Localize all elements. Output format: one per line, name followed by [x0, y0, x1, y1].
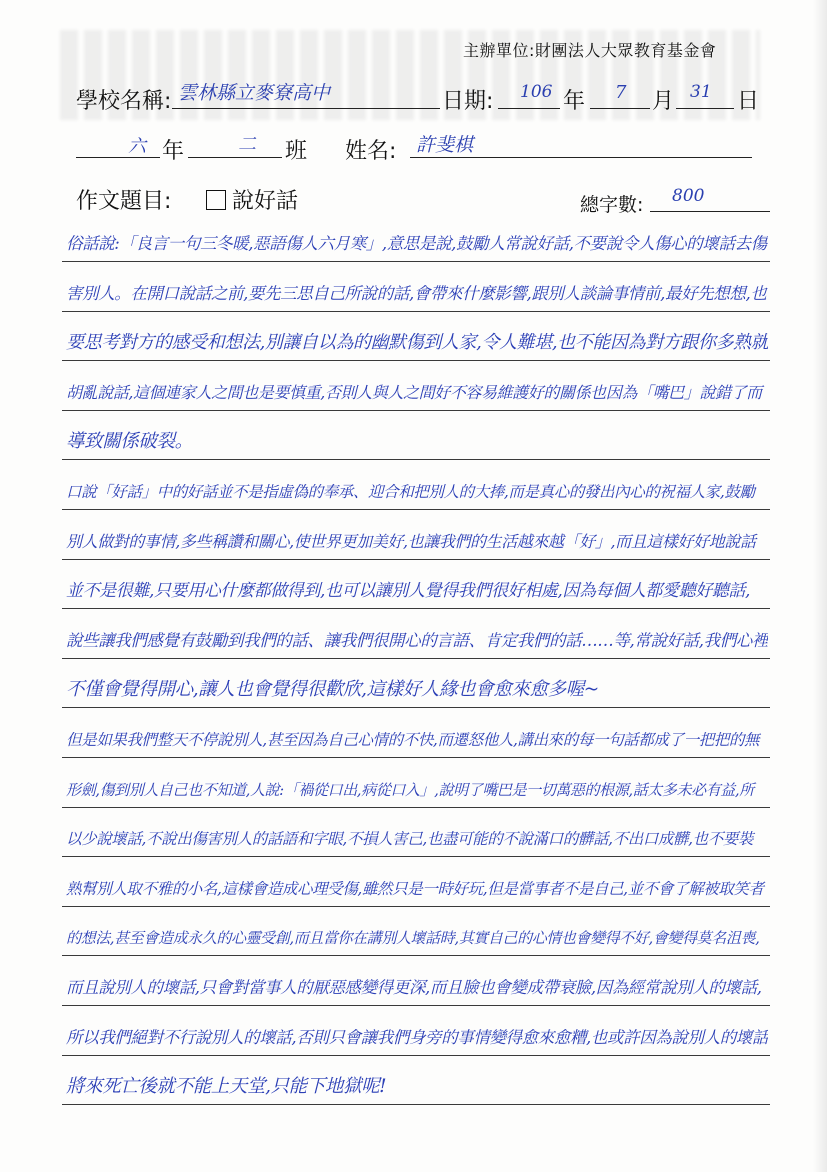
class-underline — [188, 157, 282, 158]
name-label: 姓名: — [345, 139, 397, 164]
year-char: 年 — [563, 89, 586, 114]
essay-line: 並不是很難,只要用心什麼都做得到,也可以讓別人覺得我們很好相處,因為每個人都愛聽好聽話, — [66, 581, 751, 601]
essay-line: 但是如果我們整天不停說別人,甚至因為自己心情的不快,而遷怒他人,講出來的每一句話都成了一把把的無 — [66, 731, 760, 749]
essay-line: 導致關係破裂。 — [66, 431, 193, 452]
grade-value: 六 — [128, 136, 146, 157]
title-label: 作文題目: — [76, 189, 172, 214]
essay-line: 胡亂說話,這個連家人之間也是要慎重,否則人與人之間好不容易維護好的關係也因為「嘴巴」說錯了而 — [66, 383, 762, 402]
essay-line: 所以我們絕對不行說別人的壞話,否則只會讓我們身旁的事情變得愈來愈糟,也或許因為說別人的壞話 — [66, 1028, 768, 1047]
date-month: 7 — [615, 82, 627, 103]
ruled-line — [62, 807, 770, 808]
title-value-wrap — [206, 184, 298, 215]
school-underline — [172, 108, 440, 109]
ruled-line — [62, 955, 770, 956]
year-underline — [498, 108, 560, 109]
school-label: 學校名稱: — [76, 89, 172, 114]
ruled-line — [62, 1104, 770, 1105]
essay-line: 不僅會覺得開心,讓人也會覺得很歡欣,這樣好人緣也會愈來愈多喔~ — [66, 679, 599, 700]
day-char: 日 — [737, 89, 760, 114]
month-underline — [590, 108, 650, 109]
ruled-line — [62, 906, 770, 907]
grade-underline — [76, 157, 160, 158]
essay-line: 的想法,甚至會造成永久的心靈受創,而且當你在講別人壞話時,其實自己的心情也會變得不好,會變得莫名沮喪, — [66, 929, 760, 947]
checkbox-icon — [206, 190, 226, 210]
ruled-line — [62, 1005, 770, 1006]
essay-line: 要思考對方的感受和想法,別讓自以為的幽默傷到人家,令人難堪,也不能因為對方跟你多熟就 — [66, 332, 768, 353]
ruled-line — [62, 658, 770, 659]
ruled-line — [62, 1055, 770, 1056]
class-char: 班 — [285, 139, 308, 164]
essay-line: 說些讓我們感覺有鼓勵到我們的話、讓我們很開心的言語、肯定我們的話……等,常說好話,我們心裡 — [66, 631, 768, 650]
ruled-line — [62, 856, 770, 857]
count-label: 總字數: — [580, 194, 644, 216]
essay-line: 口說「好話」中的好話並不是指虛偽的奉承、迎合和把別人的大捧,而是真心的發出內心的祝福人家,鼓勵 — [66, 483, 755, 501]
essay-line: 俗話說:「良言一句三冬暖,惡語傷人六月寒」,意思是說,鼓勵人常說好話,不要說令人傷心的壞話去傷 — [66, 234, 767, 253]
class-value: 二 — [238, 134, 256, 155]
essay-line: 而且說別人的壞話,只會對當事人的厭惡感變得更深,而且臉也會變成帶衰臉,因為經常說別人的壞話, — [66, 978, 762, 997]
essay-line: 別人做對的事情,多些稱讚和關心,使世界更加美好,也讓我們的生活越來越「好」,而且這樣好好地說話 — [66, 532, 756, 551]
date-day: 31 — [690, 82, 712, 102]
ruled-line — [62, 410, 770, 411]
ruled-line — [62, 608, 770, 609]
essay-line: 將來死亡後就不能上天堂,只能下地獄呢! — [66, 1076, 387, 1097]
school-value: 雲林縣立麥寮高中 — [178, 82, 331, 104]
count-value: 800 — [672, 186, 705, 206]
ruled-line — [62, 360, 770, 361]
name-value: 許斐棋 — [416, 134, 474, 156]
ruled-line — [62, 459, 770, 460]
ruled-line — [62, 707, 770, 708]
date-year: 106 — [520, 82, 553, 102]
essay-line: 以少說壞話,不說出傷害別人的話語和字眼,不損人害己,也盡可能的不說滿口的髒話,不出口成髒,也不要裝 — [66, 830, 754, 848]
ruled-line — [62, 509, 770, 510]
ruled-line — [62, 559, 770, 560]
day-underline — [676, 108, 734, 109]
organizer-label: 主辦單位:財團法人大眾教育基金會 — [463, 41, 717, 60]
essay-line: 形劍,傷到別人自己也不知道,人說:「禍從口出,病從口入」,說明了嘴巴是一切萬惡的根源,話太多未必有益,所 — [66, 781, 754, 799]
essay-line: 熟幫別人取不雅的小名,這樣會造成心理受傷,雖然只是一時好玩,但是當事者不是自己,並不會了解被取笑者 — [66, 880, 764, 898]
scan-edge-shadow — [813, 0, 827, 1172]
grade-char: 年 — [162, 139, 185, 164]
name-underline — [410, 157, 752, 158]
ruled-line — [62, 311, 770, 312]
title-value: 說好話 — [232, 189, 299, 214]
essay-line: 害別人。在開口說話之前,要先三思自己所說的話,會帶來什麼影響,跟別人談論事情前,最好先想想,也 — [66, 284, 767, 303]
ruled-line — [62, 757, 770, 758]
month-char: 月 — [652, 89, 675, 114]
count-underline — [650, 211, 770, 212]
date-label: 日期: — [442, 89, 494, 114]
ruled-line — [62, 261, 770, 262]
